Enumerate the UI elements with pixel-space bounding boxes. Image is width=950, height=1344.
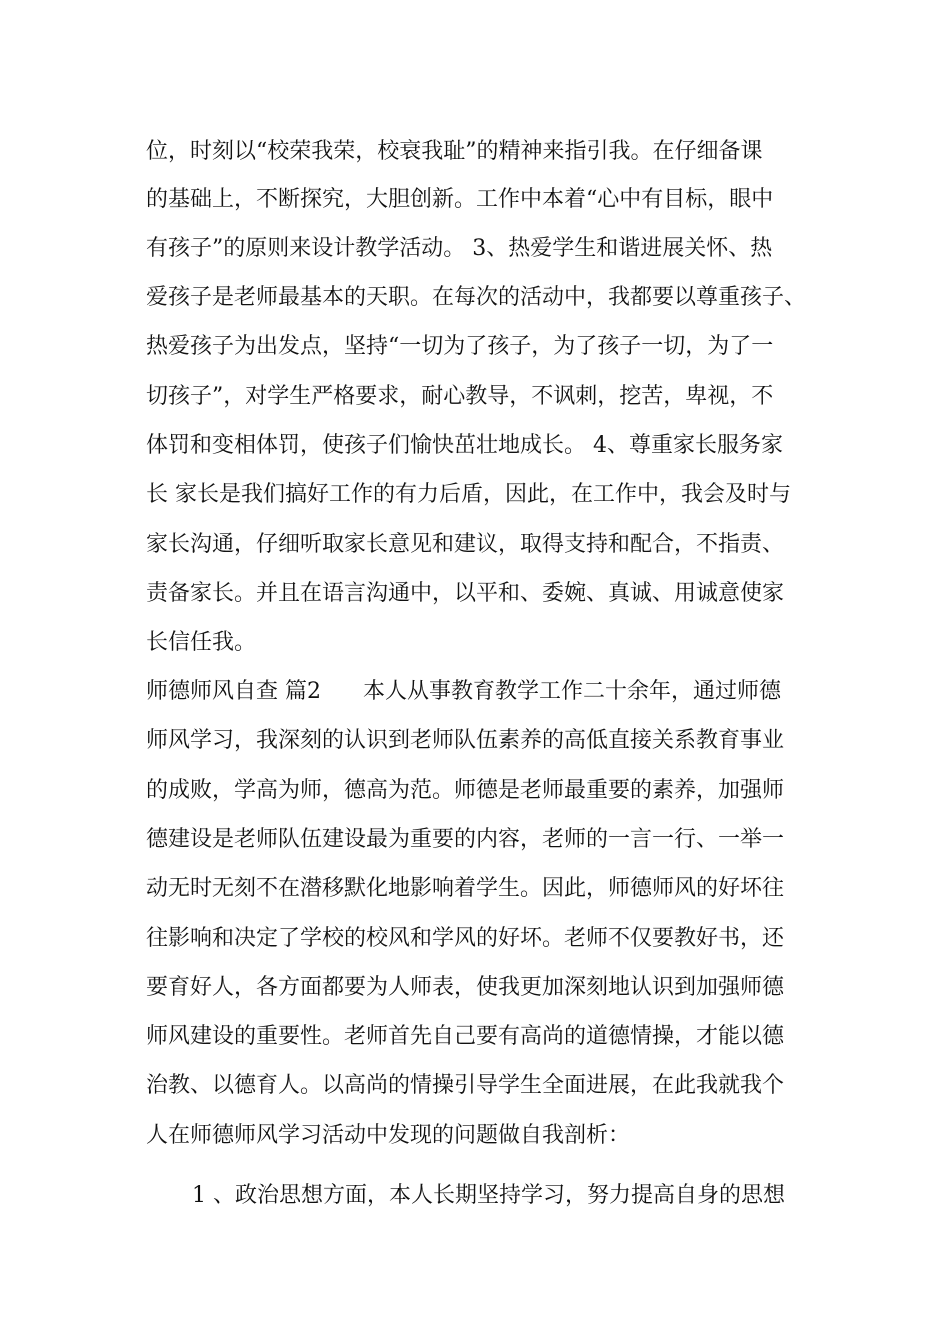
text-line: 长信任我。 <box>146 630 257 655</box>
text-line: 位，时刻以“校荣我荣，校衰我耻”的精神来指引我。在仔细备课 <box>146 139 763 164</box>
text-line: 长 家长是我们搞好工作的有力后盾，因此，在工作中，我会及时与 <box>146 482 791 507</box>
text-line: 师风建设的重要性。老师首先自己要有高尚的道德情操，才能以德 <box>146 1024 785 1049</box>
text-line: 人在师德师风学习活动中发现的问题做自我剖析： <box>146 1123 631 1148</box>
text-line: 要育好人，各方面都要为人师表，使我更加深刻地认识到加强师德 <box>146 975 785 1000</box>
section-heading-line: 师德师风自查 篇2 本人从事教育教学工作二十余年，通过师德 <box>146 679 781 704</box>
text-line: 家长沟通，仔细听取家长意见和建议，取得支持和配合，不指责、 <box>146 532 785 557</box>
text-line: 的成败，学高为师，德高为范。师德是老师最重要的素养，加强师 <box>146 778 785 803</box>
text-line: 切孩子”，对学生严格要求，耐心教导，不讽刺，挖苦，卑视，不 <box>146 384 774 409</box>
text-line: 体罚和变相体罚，使孩子们愉快茁壮地成长。 4、尊重家长服务家 <box>146 433 783 458</box>
text-line: 师风学习，我深刻的认识到老师队伍素养的高低直接关系教育事业 <box>146 728 785 753</box>
text-line: 爱孩子是老师最基本的天职。在每次的活动中，我都要以尊重孩子、 <box>146 285 807 310</box>
text-line: 往影响和决定了学校的校风和学风的好坏。老师不仅要教好书，还 <box>146 926 785 951</box>
text-line: 治教、以德育人。以高尚的情操引导学生全面进展，在此我就我个 <box>146 1073 785 1098</box>
text-line: 动无时无刻不在潜移默化地影响着学生。因此，师德师风的好坏往 <box>146 876 785 901</box>
text-line: 1 、政治思想方面，本人长期坚持学习，努力提高自身的思想 <box>192 1183 785 1208</box>
text-line: 责备家长。并且在语言沟通中，以平和、委婉、真诚、用诚意使家 <box>146 581 785 606</box>
text-line: 有孩子”的原则来设计教学活动。 3、热爱学生和谐进展关怀、热 <box>146 236 773 261</box>
text-line: 德建设是老师队伍建设最为重要的内容，老师的一言一行、一举一 <box>146 827 785 852</box>
text-line: 的基础上，不断探究，大胆创新。工作中本着“心中有目标，眼中 <box>146 187 774 212</box>
text-line: 热爱孩子为出发点，坚持“一切为了孩子，为了孩子一切，为了一 <box>146 334 774 359</box>
